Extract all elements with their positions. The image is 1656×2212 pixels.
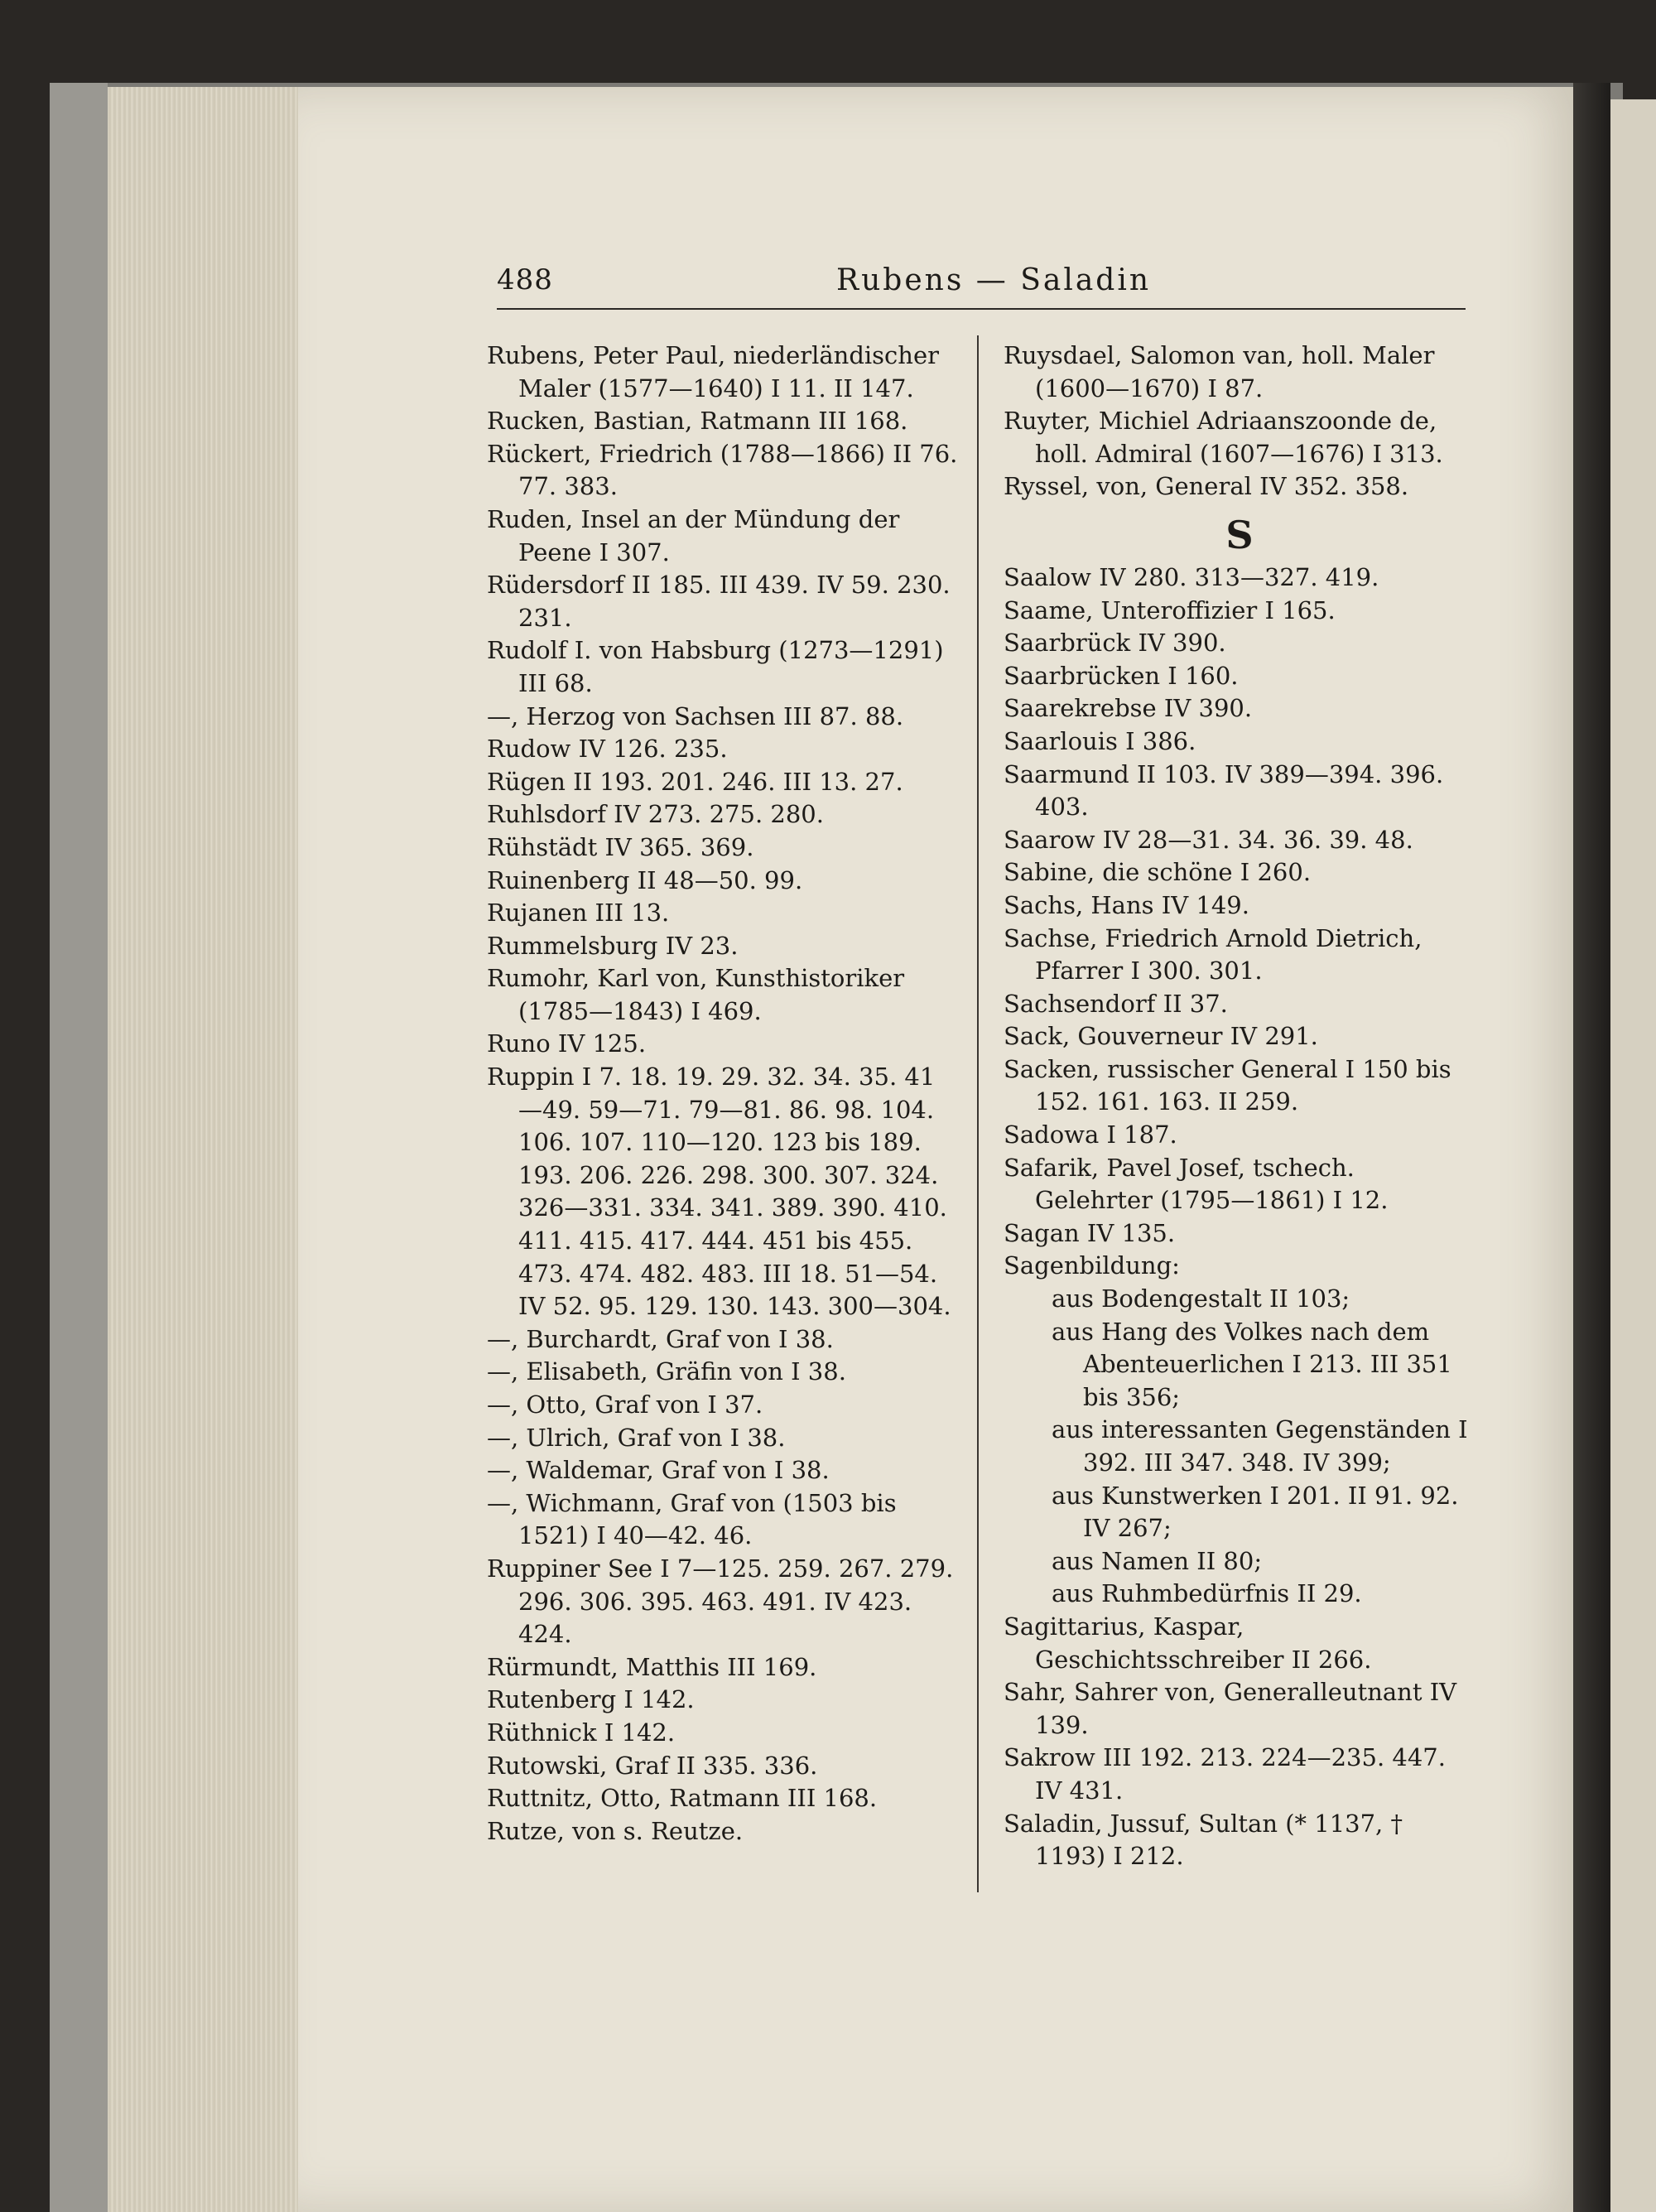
index-subentry: aus Kunstwerken I 201. II 91. 92. IV 267; xyxy=(1052,1481,1459,1543)
index-entry: Sadowa I 187. xyxy=(1004,1120,1177,1149)
index-entry: —, Wichmann, Graf von (1503 bis 1521) I 40—42. 46. xyxy=(487,1488,897,1550)
index-entry: Rürmundt, Matthis III 169. xyxy=(487,1652,817,1681)
index-entry: Ryssel, von, General IV 352. 358. xyxy=(1004,472,1409,501)
index-entry: Rüdersdorf II 185. III 439. IV 59. 230. 231. xyxy=(487,571,951,632)
index-entry: Ruppin I 7. 18. 19. 29. 32. 34. 35. 41—49. 59—71. 79—81. 86. 98. 104. 106. 107. 110—120. 123 bis 189. 193. 206. 226. 298. 300. 307. 324. 326—331. 334. 341. 389. 390. 410. 411. 415. 417. 444. 451 bis 455. 473. 474. 482. 483. III 18. 51—54. IV 52. 95. 129. 130. 143. 300—304. xyxy=(487,1063,951,1321)
index-entry: —, Waldemar, Graf von I 38. xyxy=(487,1456,830,1485)
index-subentry: aus Bodengestalt II 103; xyxy=(1052,1284,1350,1313)
index-entry: Rüthnick I 142. xyxy=(487,1718,676,1747)
index-entry: Rutowski, Graf II 335. 336. xyxy=(487,1751,818,1780)
index-entry: —, Ulrich, Graf von I 38. xyxy=(487,1423,786,1452)
index-subentry: aus Hang des Volkes nach dem Abenteuerlichen I 213. III 351 bis 356; xyxy=(1052,1317,1452,1411)
book-gutter xyxy=(1573,83,1610,2212)
index-entry: Ruysdael, Salomon van, holl. Maler (1600—1670) I 87. xyxy=(1004,341,1435,402)
index-entry: Sahr, Sahrer von, Generalleutnant IV 139. xyxy=(1004,1678,1457,1739)
index-entry: —, Burchardt, Graf von I 38. xyxy=(487,1324,834,1353)
index-entry: Saarmund II 103. IV 389—394. 396. 403. xyxy=(1004,759,1444,822)
index-entry: Rujanen III 13. xyxy=(487,899,670,928)
next-page-edge xyxy=(1610,99,1656,2212)
index-column-left xyxy=(487,340,959,1848)
index-entry: Sagan IV 135. xyxy=(1004,1218,1176,1247)
index-entry: Ruppiner See I 7—125. 259. 267. 279. 296. 306. 395. 463. 491. IV 423. 424. xyxy=(487,1554,954,1649)
index-entry: Rubens, Peter Paul, niederländischer Maler (1577—1640) I 11. II 147. xyxy=(487,341,940,402)
index-entry: Rudolf I. von Habsburg (1273—1291) III 68. xyxy=(487,636,944,697)
header-rule xyxy=(497,308,1466,310)
index-entry: Sachse, Friedrich Arnold Dietrich, Pfarrer I 300. 301. xyxy=(1004,923,1423,986)
index-entry: Sacken, russischer General I 150 bis 152. 161. 163. II 259. xyxy=(1004,1054,1451,1116)
index-entry: Sagenbildung: xyxy=(1004,1251,1180,1280)
index-subentry: aus Ruhmbedürfnis II 29. xyxy=(1052,1579,1362,1608)
index-entry: Saarbrück IV 390. xyxy=(1004,629,1226,658)
index-entry: Saladin, Jussuf, Sultan (* 1137, † 1193) I 212. xyxy=(1004,1809,1403,1871)
index-entry: Ruinenberg II 48—50. 99. xyxy=(487,865,803,894)
running-head: Rubens — Saladin xyxy=(836,263,1152,297)
index-column-right xyxy=(1004,340,1475,1873)
index-entry: Saarekrebse IV 390. xyxy=(1004,694,1253,723)
index-entry: Ruden, Insel an der Mündung der Peene I 307. xyxy=(487,504,900,566)
column-divider xyxy=(977,335,979,1892)
index-subentry: aus interessanten Gegenständen I 392. III 347. 348. IV 399; xyxy=(1052,1415,1468,1477)
index-entry: Ruttnitz, Otto, Ratmann III 168. xyxy=(487,1784,878,1813)
index-entry: Rummelsburg IV 23. xyxy=(487,931,739,960)
index-entry: Saame, Unteroffizier I 165. xyxy=(1004,595,1336,624)
index-subentry: aus Namen II 80; xyxy=(1052,1546,1263,1575)
index-entry: Rudow IV 126. 235. xyxy=(487,735,728,764)
index-entry: Safarik, Pavel Josef, tschech. Gelehrter (1795—1861) I 12. xyxy=(1004,1153,1389,1215)
page-header xyxy=(497,263,1466,303)
index-entry: Sack, Gouverneur IV 291. xyxy=(1004,1022,1318,1051)
cover-edge xyxy=(50,83,108,2212)
index-entry: Sachsendorf II 37. xyxy=(1004,989,1228,1018)
index-entry: Rutze, von s. Reutze. xyxy=(487,1816,744,1845)
index-entry: Sakrow III 192. 213. 224—235. 447. IV 431. xyxy=(1004,1743,1446,1805)
index-entry: Sagittarius, Kaspar, Geschichtsschreiber II 266. xyxy=(1004,1612,1372,1674)
index-entry: Rutenberg I 142. xyxy=(487,1685,695,1714)
index-entry: Sachs, Hans IV 149. xyxy=(1004,890,1249,919)
index-entry: Rucken, Bastian, Ratmann III 168. xyxy=(487,407,908,436)
index-entry: Saarow IV 28—31. 34. 36. 39. 48. xyxy=(1004,825,1413,854)
index-entry: Runo IV 125. xyxy=(487,1029,647,1058)
index-entry: Saalow IV 280. 313—327. 419. xyxy=(1004,562,1379,591)
index-entry: Ruyter, Michiel Adriaanszoonde de, holl. Admiral (1607—1676) I 313. xyxy=(1004,407,1443,468)
section-letter: S xyxy=(1225,512,1254,557)
index-entry: Sabine, die schöne I 260. xyxy=(1004,858,1312,887)
index-entry: Saarlouis I 386. xyxy=(1004,726,1196,755)
index-entry: —, Herzog von Sachsen III 87. 88. xyxy=(487,701,904,730)
index-entry: —, Otto, Graf von I 37. xyxy=(487,1390,763,1419)
index-entry: Rumohr, Karl von, Kunsthistoriker (1785—1843) I 469. xyxy=(487,964,905,1025)
index-entry: Rückert, Friedrich (1788—1866) II 76. 77. 383. xyxy=(487,439,958,501)
index-entry: —, Elisabeth, Gräfin von I 38. xyxy=(487,1357,846,1386)
page-stack xyxy=(108,87,300,2212)
index-entry: Rügen II 193. 201. 246. III 13. 27. xyxy=(487,767,903,796)
index-entry: Ruhlsdorf IV 273. 275. 280. xyxy=(487,800,824,829)
index-entry: Rühstädt IV 365. 369. xyxy=(487,832,754,861)
index-entry: Saarbrücken I 160. xyxy=(1004,661,1239,690)
page-number: 488 xyxy=(497,263,553,296)
